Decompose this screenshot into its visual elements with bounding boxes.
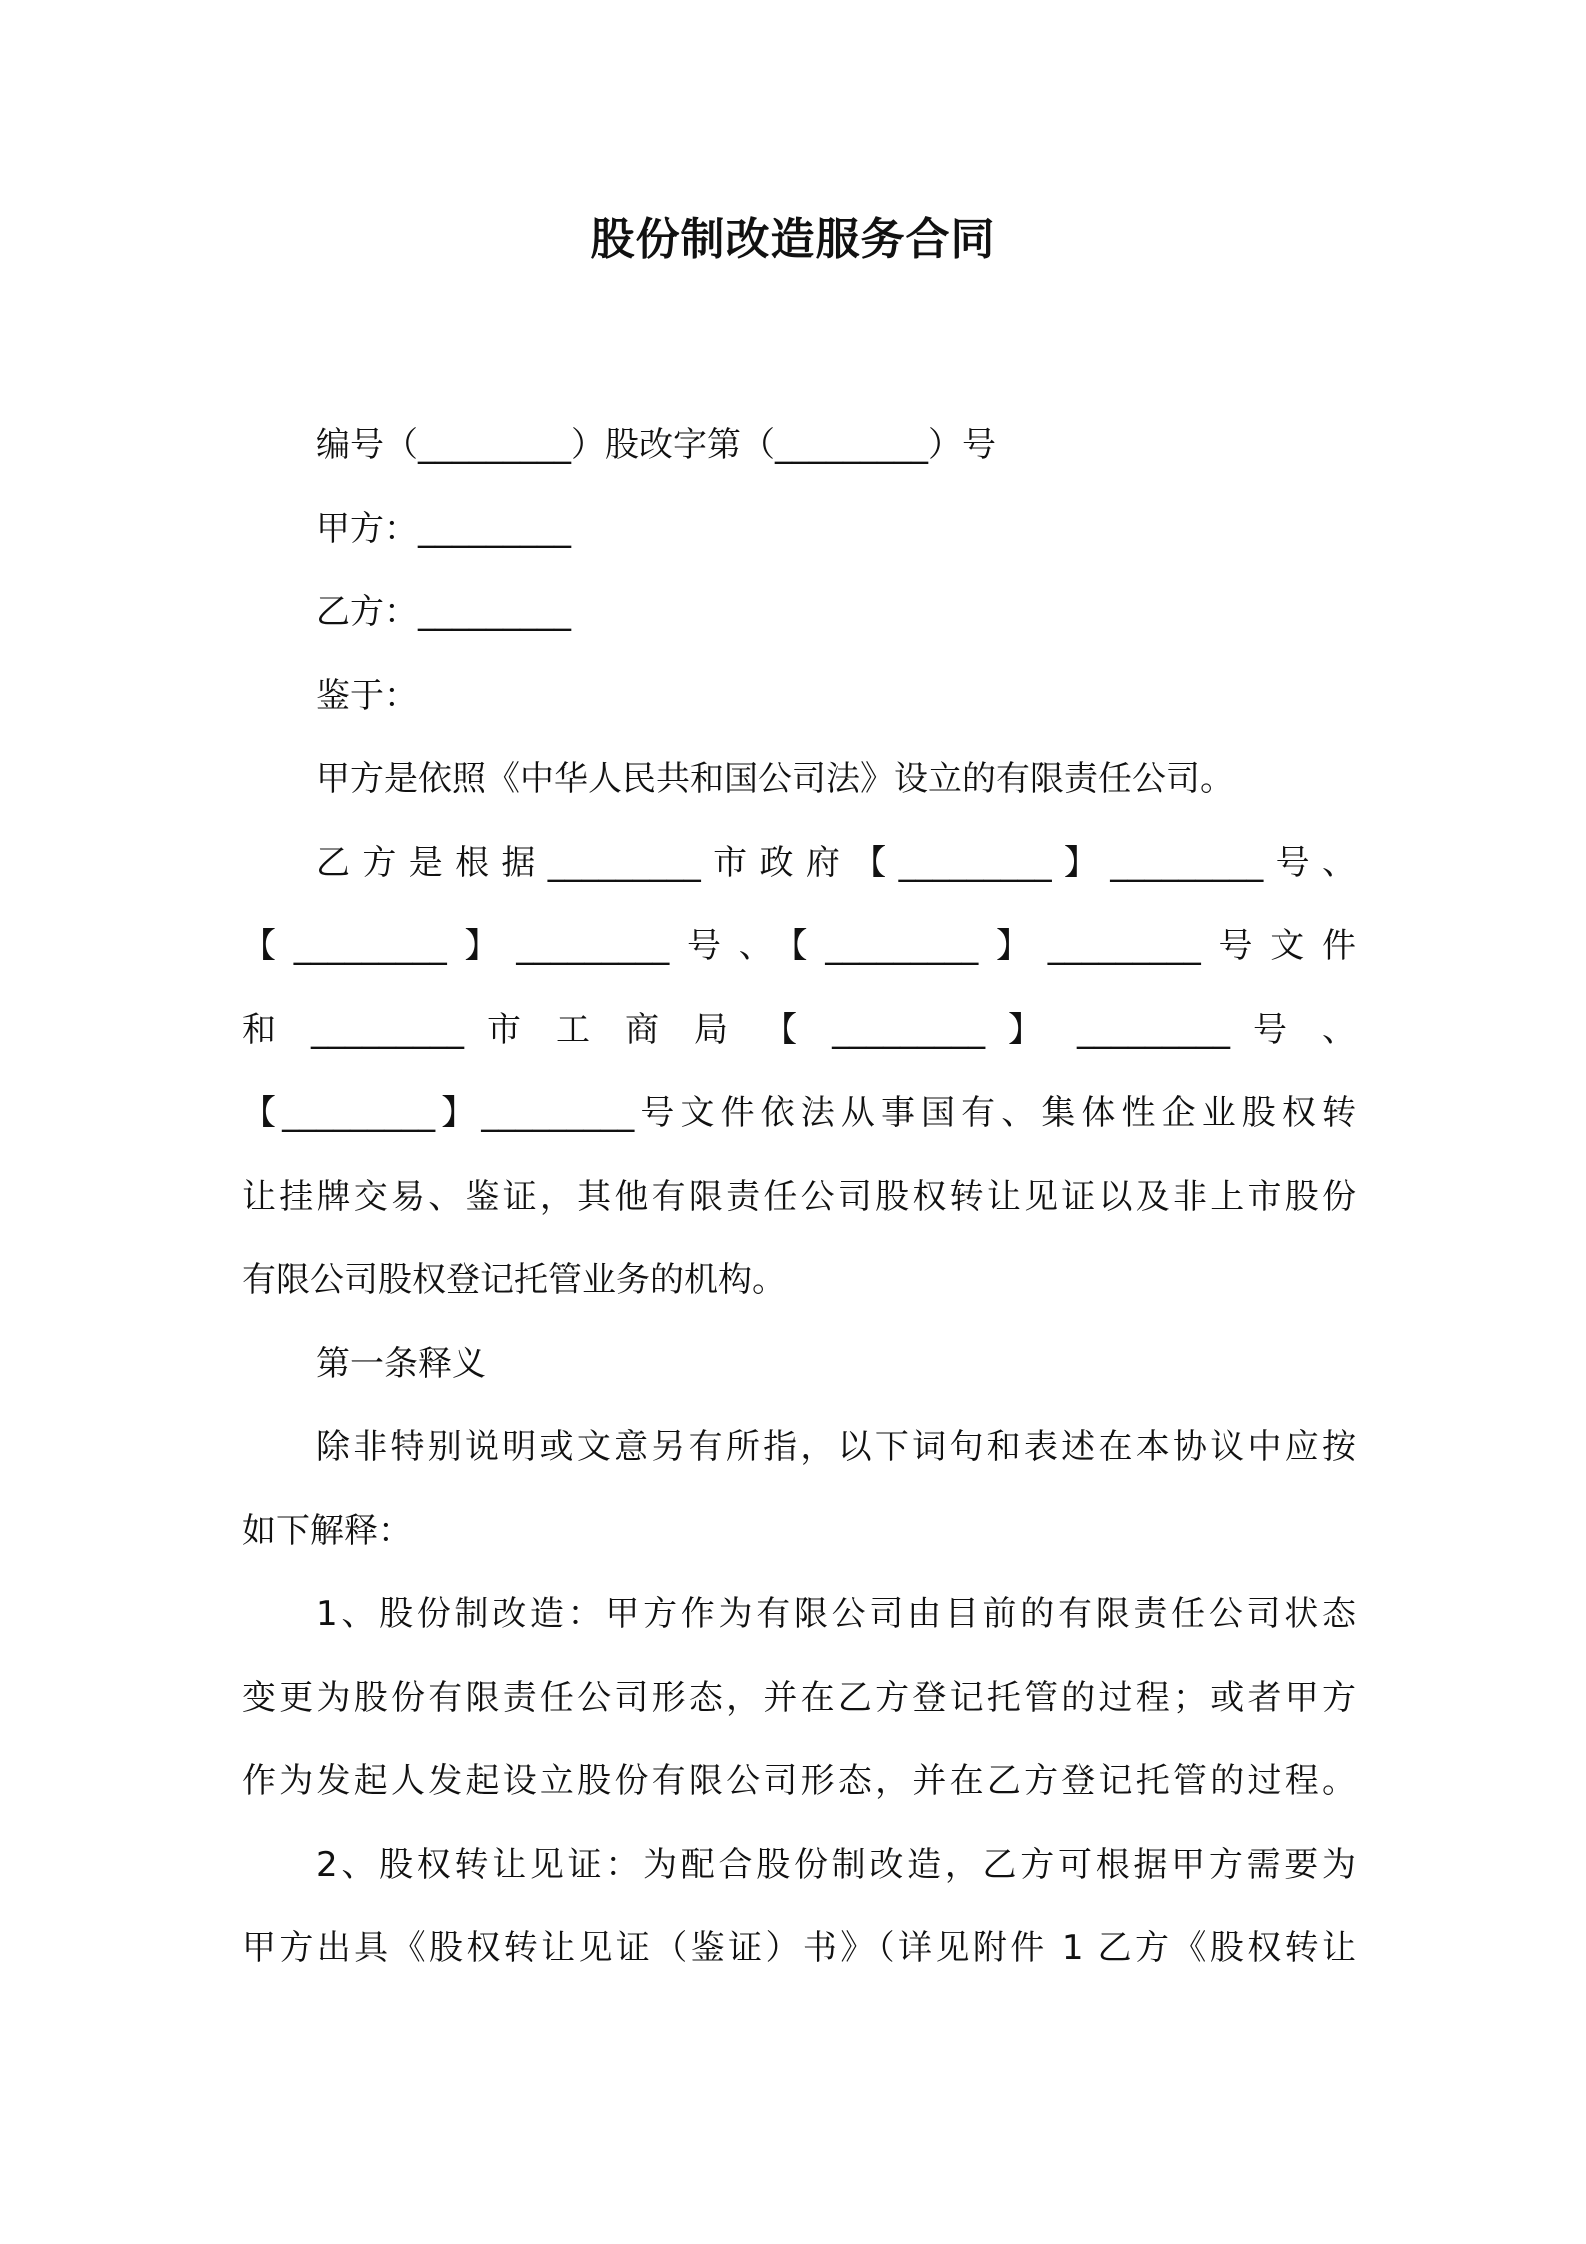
document-line: 让挂牌交易、鉴证，其他有限责任公司股权转让见证以及非上市股份 [242, 1176, 1356, 1217]
document-line: 和 _________ 市 工 商 局 【 _________ 】 _________ 号 、 [242, 1009, 1356, 1050]
document-line: 1、股份制改造：甲方作为有限公司由目前的有限责任公司状态 [316, 1594, 1356, 1634]
document-line: 除非特别说明或文意另有所指，以下词句和表述在本协议中应按 [316, 1427, 1356, 1467]
document-body [242, 404, 1356, 1991]
document-line: 鉴于： [316, 675, 418, 716]
document-line: 作为发起人发起设立股份有限公司形态，并在乙方登记托管的过程。 [242, 1761, 1356, 1801]
document-line: 编号（_________）股改字第（_________）号 [316, 425, 996, 465]
document-line: 甲方：_________ [316, 508, 571, 549]
document-line: 乙方：_________ [316, 592, 571, 632]
document-line: 2、股权转让见证：为配合股份制改造，乙方可根据甲方需要为 [316, 1844, 1356, 1885]
document-line: 【_________】_________号文件依法从事国有、集体性企业股权转 [242, 1093, 1356, 1133]
document-line: 第一条释义 [316, 1343, 486, 1384]
document-title: 股份制改造服务合同 [590, 214, 996, 265]
document-line: 甲方出具《股权转让见证（鉴证）书》（详见附件 1 乙方《股权转让 [242, 1928, 1356, 1968]
document-line: 乙方是根据_________市政府【_________】_________号、 [316, 842, 1356, 883]
document-line: 甲方是依照《中华人民共和国公司法》设立的有限责任公司。 [316, 759, 1234, 799]
document-line: 如下解释： [242, 1510, 412, 1551]
document-line: 【_________】_________号、【_________】_________号文件 [242, 926, 1356, 966]
document-line: 有限公司股权登记托管业务的机构。 [242, 1260, 786, 1300]
document-line: 变更为股份有限责任公司形态，并在乙方登记托管的过程；或者甲方 [242, 1677, 1356, 1718]
